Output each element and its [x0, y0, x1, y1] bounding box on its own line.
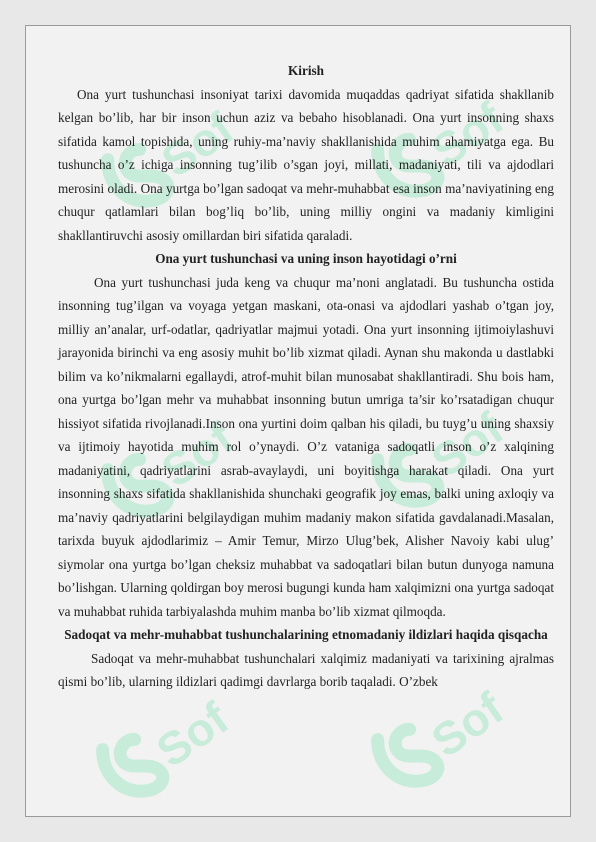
document-page: [25, 25, 571, 817]
document-body: [58, 59, 554, 694]
heading-section-2: Sadoqat va mehr-muhabbat tushunchalarining etnomadaniy ildizlari haqida qisqacha: [64, 627, 548, 642]
heading-intro: Kirish: [288, 63, 324, 78]
paragraph-section-1: Ona yurt tushunchasi juda keng va chuqur ma’noni anglatadi. Bu tushuncha ostida insonning tug’ilgan va voyaga yetgan maskani, ota-onasi va ajdodlari yashab o’tgan joy, milliy an’analar, urf-odatlar, qadriyatlar majmui yotadi. Ona yurt insonning ijtimoiylashuvi jarayonida birinchi va eng asosiy muhit bo’lib xizmat qiladi. Aynan shu makonda u dastlabki bilim va ko’nikmalarni egallaydi, atrof-muhit bilan munosabat shakllantiradi. Shu bois ham, ona yurtga bo’lgan mehr va muhabbat insonning butun umriga ta’sir ko’rsatadigan chuqur hissiyot sifatida rivojlanadi.Inson ona yurtini doim qalban his qiladi, bu tuyg’u uning shaxsiy va ijtimoiy hayotida muhim rol o’ynaydi. O’z vataniga sadoqatli inson o’z xalqining madaniyatini, qadriyatlarini asrab-avaylaydi, uni boyitishga harakat qiladi. Ona yurt insonning shaxs sifatida shakllanishida shunchaki geografik joy emas, balki uning axloqiy va ma’naviy qadriyatlarini belgilaydigan muhim madaniy makon sifatida gavdalanadi.Masalan, tarixda buyuk ajdodlarimiz – Amir Temur, Mirzo Ulug’bek, Alisher Navoiy kabi ulug’ siymolar ona yurtga bo’lgan cheksiz muhabbat va sadoqatlari bilan butun dunyoga namuna bo’lishgan. Ularning qoldirgan boy merosi bugungi kunda ham xalqimizni ona yurtga sadoqat va muhabbat ruhida tarbiyalashda muhim manba bo’lib xizmat qilmoqda.: [58, 274, 554, 619]
svg-text:Sof: Sof: [146, 691, 238, 778]
heading-section-1: Ona yurt tushunchasi va uning inson hayotidagi o’rni: [155, 251, 457, 266]
svg-text:Sof: Sof: [421, 681, 513, 768]
svg-text:Sof: Sof: [151, 101, 243, 188]
svg-text:Sof: Sof: [151, 411, 243, 498]
paragraph-section-2: Sadoqat va mehr-muhabbat tushunchalari xalqimiz madaniyati va tarixining ajralmas qismi bo’lib, ularning ildizlari qadimgi davrlarga borib taqaladi. O’zbek: [58, 650, 554, 689]
svg-text:Sof: Sof: [421, 401, 513, 488]
paragraph-intro: Ona yurt tushunchasi insoniyat tarixi davomida muqaddas qadriyat sifatida shakllanib kelgan bo’lib, har bir inson uchun aziz va bebaho hisoblanadi. Ona yurt insonning shaxs sifatida kamol topishida, uning ruhiy-ma’naviy shakllanishida muhim ahamiyatga ega. Bu tushuncha o’z ichiga insonning tug’ilib o’sgan joyi, millati, madaniyati, tili va ajdodlari merosini oladi. Ona yurtga bo’lgan sadoqat va mehr-muhabbat esa inson ma’naviyatining eng chuqur qatlamlari bilan bog’liq bo’lib, uning milliy ongini va madaniy kimligini shakllantiruvchi asosiy omillardan biri sifatida qaraladi.: [58, 86, 554, 243]
svg-text:Sof: Sof: [421, 91, 513, 178]
